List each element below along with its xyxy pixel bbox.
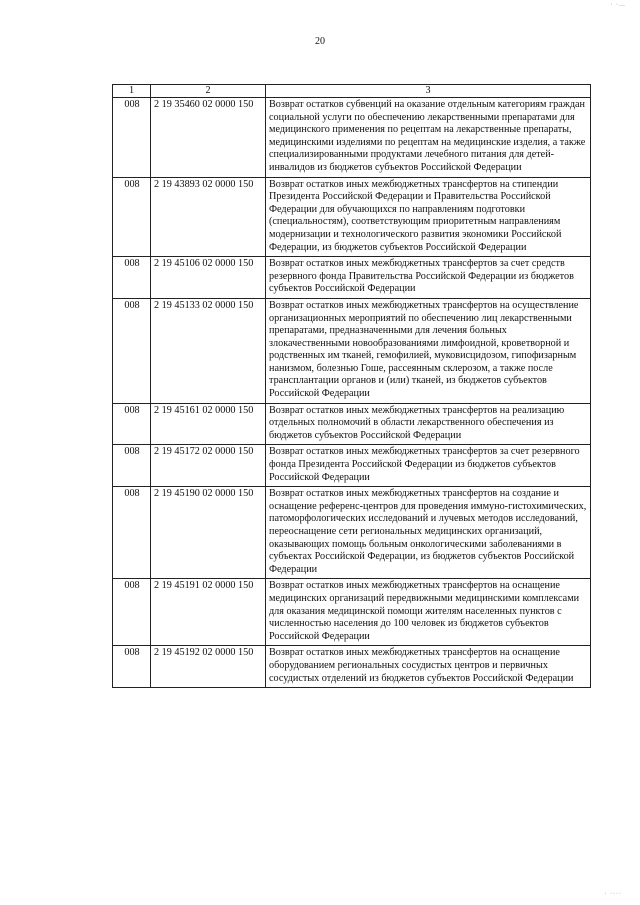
admin-code-cell: 008 (113, 98, 151, 178)
corner-mark-top: · ·… (610, 2, 626, 8)
budget-code-cell: 2 19 45191 02 0000 150 (151, 579, 266, 646)
description-cell: Возврат остатков иных межбюджетных трансфертов за счет резервного фонда Президента Российской Федерации из бюджетов субъектов Российской Федерации (266, 445, 591, 487)
table-row (113, 579, 591, 646)
budget-codes-table (112, 84, 591, 688)
description-cell: Возврат остатков субвенций на оказание отдельным категориям граждан социальной услуги по обеспечению лекарственными препаратами для медицинского применения по рецептам на лекарственные препараты, медицинскими изделиями по рецептам на медицинские изделия, а также специализированными продуктами лечебного питания для детей-инвалидов из бюджетов субъектов Российской Федерации (266, 98, 591, 178)
admin-code-cell: 008 (113, 298, 151, 403)
header-col-1: 1 (113, 85, 151, 98)
budget-code-cell: 2 19 45192 02 0000 150 (151, 646, 266, 688)
description-cell: Возврат остатков иных межбюджетных трансфертов за счет средств резервного фонда Правительства Российской Федерации из бюджетов субъектов Российской Федерации (266, 257, 591, 299)
table-row (113, 445, 591, 487)
admin-code-cell: 008 (113, 403, 151, 445)
table-row (113, 98, 591, 178)
table-row (113, 177, 591, 257)
table-row (113, 298, 591, 403)
budget-code-cell: 2 19 45133 02 0000 150 (151, 298, 266, 403)
table-row (113, 257, 591, 299)
budget-code-cell: 2 19 43893 02 0000 150 (151, 177, 266, 257)
description-cell: Возврат остатков иных межбюджетных трансфертов на осуществление организационных мероприятий по обеспечению лиц лекарственными препаратами, предназначенными для лечения больных злокачественными новообразованиями лимфоидной, кроветворной и родственных им тканей, гемофилией, муковисцидозом, гипофизарным нанизмом, болезнью Гоше, рассеянным склерозом, а также после трансплантации органов и (или) тканей, из бюджетов субъектов Российской Федерации (266, 298, 591, 403)
table-header (113, 85, 591, 98)
table-row (113, 646, 591, 688)
budget-code-cell: 2 19 45161 02 0000 150 (151, 403, 266, 445)
budget-code-cell: 2 19 45190 02 0000 150 (151, 487, 266, 579)
budget-code-cell: 2 19 45172 02 0000 150 (151, 445, 266, 487)
admin-code-cell: 008 (113, 579, 151, 646)
admin-code-cell: 008 (113, 177, 151, 257)
admin-code-cell: 008 (113, 487, 151, 579)
admin-code-cell: 008 (113, 445, 151, 487)
table-header-row (113, 85, 591, 98)
description-cell: Возврат остатков иных межбюджетных трансфертов на реализацию отдельных полномочий в области лекарственного обеспечения из бюджетов субъектов Российской Федерации (266, 403, 591, 445)
corner-mark-bottom: · ···· (604, 891, 622, 897)
budget-code-cell: 2 19 45106 02 0000 150 (151, 257, 266, 299)
description-cell: Возврат остатков иных межбюджетных трансфертов на оснащение оборудованием региональных сосудистых центров и первичных сосудистых отделений из бюджетов субъектов Российской Федерации (266, 646, 591, 688)
admin-code-cell: 008 (113, 646, 151, 688)
description-cell: Возврат остатков иных межбюджетных трансфертов на оснащение медицинских организаций передвижными медицинскими комплексами для оказания медицинской помощи жителям населенных пунктов с численностью населения до 100 человек из бюджетов субъектов Российской Федерации (266, 579, 591, 646)
table-row (113, 403, 591, 445)
header-col-3: 3 (266, 85, 591, 98)
admin-code-cell: 008 (113, 257, 151, 299)
budget-code-cell: 2 19 35460 02 0000 150 (151, 98, 266, 178)
description-cell: Возврат остатков иных межбюджетных трансфертов на создание и оснащение референс-центров для проведения иммуно-гистохимических, патоморфологических исследований и лучевых методов исследований, переоснащение сети региональных медицинских организаций, оказывающих помощь больным онкологическими заболеваниями в субъектах Российской Федерации, из бюджетов субъектов Российской Федерации (266, 487, 591, 579)
description-cell: Возврат остатков иных межбюджетных трансфертов на стипендии Президента Российской Федерации и Правительства Российской Федерации для обучающихся по направлениям подготовки (специальностям), соответствующим приоритетным направлениям модернизации и технологического развития экономики Российской Федерации, из бюджетов субъектов Российской Федерации (266, 177, 591, 257)
table-row (113, 487, 591, 579)
header-col-2: 2 (151, 85, 266, 98)
table-body (113, 98, 591, 688)
page-number: 20 (315, 36, 325, 47)
